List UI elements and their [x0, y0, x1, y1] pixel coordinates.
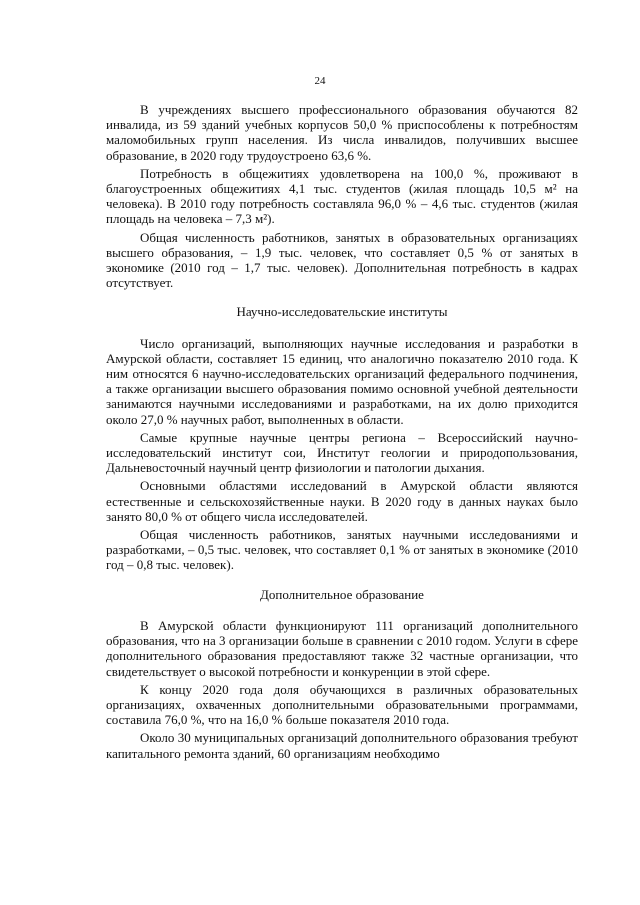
paragraph-disabled-students: В учреждениях высшего профессионального образования обучаются 82 инвалида, из 59 зданий учебных корпусов 50,0 % приспособлены к потребностям маломобильных групп населения. Из числа инвалидов, получивших высшее образование, в 2020 году трудоустроено 63,6 %.: [106, 102, 578, 163]
paragraph-higher-ed-staff: Общая численность работников, занятых в образовательных организациях высшего образования, – 1,9 тыс. человек, что составляет 0,5 % от занятых в экономике (2010 год – 1,7 тыс. человек). Дополнительная потребность в кадрах отсутствует.: [106, 229, 578, 291]
paragraph-dormitories: Потребность в общежитиях удовлетворена на 100,0 %, проживают в благоустроенных общежитиях 4,1 тыс. студентов (жилая площадь 10,5 м² на человека). В 2010 году потребность составляла 96,0 % – 4,6 тыс. студентов (жилая площадь на человека – 7,3 м²).: [106, 165, 578, 227]
heading-research-institutes: Научно-исследовательские институты: [236, 304, 448, 320]
paragraph-additional-orgs: В Амурской области функционируют 111 организаций дополнительного образования, что на 3 организации больше в сравнении с 2010 годом. Услуги в сфере дополнительного образования предоставляют также 32 частные организации, что свидетельствует о высокой потребности и конкуренции в этой сфере.: [106, 617, 578, 679]
page-number: 24: [314, 75, 326, 87]
paragraph-additional-coverage: К концу 2020 года доля обучающихся в различных образовательных организациях, охваченных дополнительными образовательными программами, составила 76,0 %, что на 16,0 % больше показателя 2010 года.: [106, 681, 578, 728]
paragraph-research-areas: Основными областями исследований в Амурской области являются естественные и сельскохозяйственные науки. В 2020 году в данных науках было занято 80,0 % от общего числа исследователей.: [106, 478, 578, 524]
paragraph-additional-repairs: Около 30 муниципальных организаций дополнительного образования требуют капитального ремонта зданий, 60 организациям необходимо: [106, 730, 578, 761]
paragraph-research-centers: Самые крупные научные центры региона – Всероссийский научно-исследовательский институт сои, Институт геологии и природопользования, Дальневосточный научный центр физиологии и патологии дыхания.: [106, 429, 578, 476]
paragraph-research-orgs: Число организаций, выполняющих научные исследования и разработки в Амурской области, составляет 15 единиц, что аналогично показателю 2010 года. К ним относятся 6 научно-исследовательских организаций федерального подчинения, а также организации высшего образования помимо основной учебной деятельности занимаются научными исследованиями и разработками, на их долю приходится около 27,0 % научных работ, выполненных в области.: [106, 335, 578, 427]
heading-additional-education: Дополнительное образование: [260, 586, 424, 602]
document-body: [106, 102, 578, 764]
paragraph-research-staff: Общая численность работников, занятых научными исследованиями и разработками, – 0,5 тыс. человек, что составляет 0,1 % от занятых в экономике (2010 год – 0,8 тыс. человек).: [106, 527, 578, 573]
